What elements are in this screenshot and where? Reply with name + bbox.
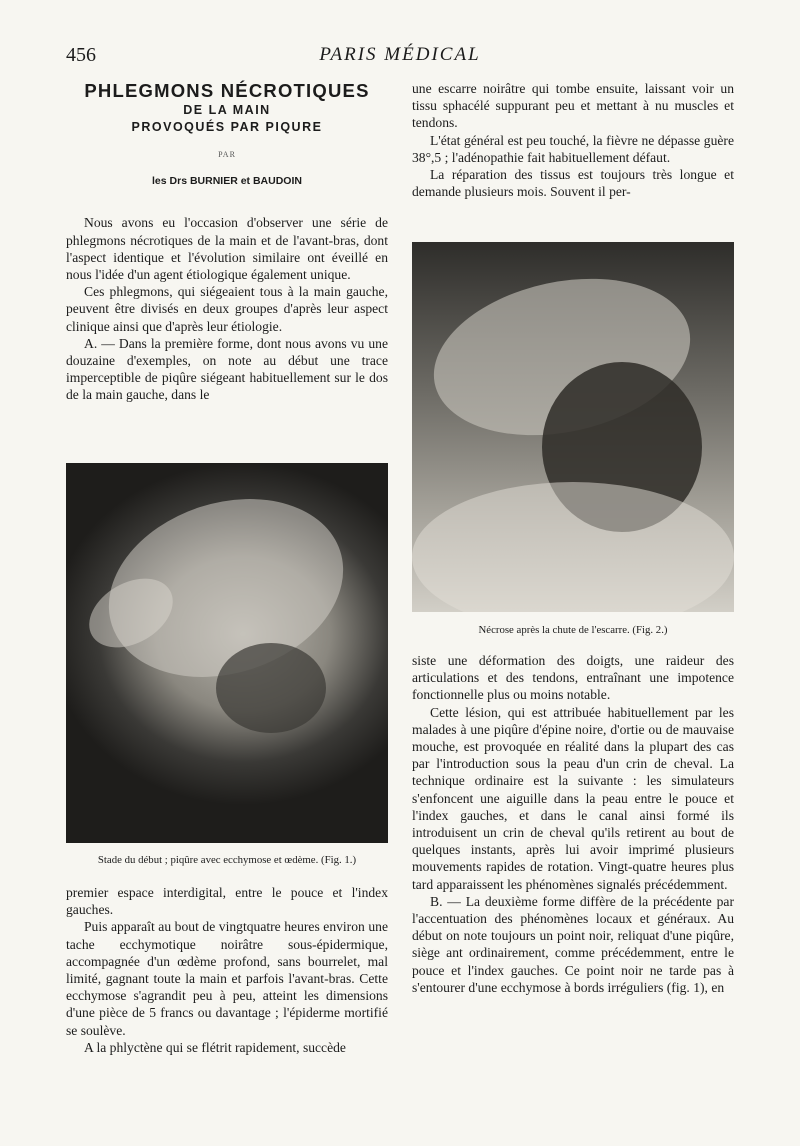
figure-1-photo bbox=[66, 463, 388, 843]
paragraph: La réparation des tissus est toujours très longue et demande plusieurs mois. Souvent il per- bbox=[412, 167, 734, 200]
paragraph: Cette lésion, qui est attribuée habituellement par les malades à une piqûre d'épine noire, d'ortie ou de mauvaise mouche, est provoquée en réalité dans la plupart des cas par l'introduction sous la peau d'un crin de cheval. La technique ordinaire est la suivante : les simulateurs s'enfoncent une aiguille dans la peau entre le pouce et l'index gauches, et dans le canal ainsi formé ils introduisent un crin de cheval qu'ils retirent au bout de quelques instants, après lui avoir imprimé plusieurs mouvements rapides de rotation. Vingt-quatre heures plus tard apparaissent les phénomènes signalés précédemment. bbox=[412, 704, 734, 892]
paragraph: une escarre noirâtre qui tombe ensuite, laissant voir un tissu sphacélé suppurant peu et mettant à nu muscles et tendons. bbox=[412, 81, 734, 131]
paragraph: premier espace interdigital, entre le pouce et l'index gauches. bbox=[66, 885, 388, 918]
article-subtitle-1: DE LA MAIN bbox=[183, 103, 271, 117]
left-column-top bbox=[66, 80, 388, 404]
figure-2-photo bbox=[412, 242, 734, 612]
paragraph: Puis apparaît au bout de vingtquatre heures environ une tache ecchymotique noirâtre sous-épidermique, accompagnée d'un œdème profond, sans bourrelet, mal limité, gagnant toute la main et parfois l'avant-bras. Cette ecchymose s'agrandit peu à peu, atteint les dimensions d'une pièce de 5 francs ou davantage ; l'épiderme mortifié se soulève. bbox=[66, 919, 388, 1038]
authors: les Drs BURNIER et BAUDOIN bbox=[152, 175, 302, 188]
paragraph: A. — Dans la première forme, dont nous avons vu une douzaine d'exemples, on note au début une trace imperceptible de piqûre siégeant habituellement sur le dos de la main gauche, dans le bbox=[66, 335, 388, 403]
left-column-bottom bbox=[66, 884, 388, 1056]
right-column-bottom bbox=[412, 652, 734, 996]
paragraph: Nous avons eu l'occasion d'observer une série de phlegmons nécrotiques de la main et de l'avant-bras, dont l'aspect identique et l'évolution similaire ont éveillé en nous l'idée d'un agent étiologique également unique. bbox=[66, 215, 388, 283]
running-title: PARIS MÉDICAL bbox=[319, 44, 481, 65]
article-subtitle-2: PROVOQUÉS PAR PIQURE bbox=[131, 120, 323, 134]
figure-1-caption: Stade du début ; piqûre avec ecchymose et œdème. (Fig. 1.) bbox=[97, 854, 357, 866]
figure-2-caption: Nécrose après la chute de l'escarre. (Fig. 2.) bbox=[478, 624, 668, 636]
paragraph: L'état général est peu touché, la fièvre ne dépasse guère 38°,5 ; l'adénopathie fait habituellement défaut. bbox=[412, 132, 734, 165]
right-column-top bbox=[412, 80, 734, 200]
page-number: 456 bbox=[66, 44, 96, 66]
par-label: PAR bbox=[218, 150, 236, 159]
paragraph: A la phlyctène qui se flétrit rapidement, succède bbox=[84, 1039, 346, 1055]
paragraph: siste une déformation des doigts, une raideur des articulations et des tendons, entraînant une impotence fonctionnelle plus ou moins notable. bbox=[412, 653, 734, 703]
paragraph: B. — La deuxième forme diffère de la précédente par l'accentuation des phénomènes locaux et généraux. Au début on note toujours un point noir, reliquat d'une piqûre, siège ant ordinairement, comme précédemment, entre le pouce et l'index gauches. Ce point noir ne tarde pas à s'entourer d'une ecchymose à bords irréguliers (fig. 1), en bbox=[412, 893, 734, 995]
paragraph: Ces phlegmons, qui siégeaient tous à la main gauche, peuvent être divisés en deux groupes d'après leur aspect clinique ainsi que d'après leur étiologie. bbox=[66, 284, 388, 334]
article-title: PHLEGMONS NÉCROTIQUES bbox=[84, 80, 370, 101]
